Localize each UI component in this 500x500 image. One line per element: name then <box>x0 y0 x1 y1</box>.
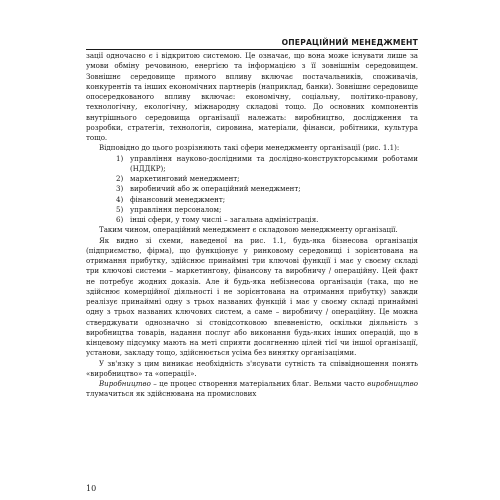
list-item-text: виробничий або ж операційний менеджмент; <box>130 184 301 194</box>
list-item-text: інші сфери, у тому числі – загальна адміністрація. <box>130 215 319 224</box>
definition-text: – це процес створення матеріальних благ. Вельми часто <box>150 379 368 388</box>
list-item-number: 3) <box>116 184 124 194</box>
page-number: 10 <box>86 484 97 493</box>
list-item-text: маркетинговий менеджмент; <box>130 174 240 183</box>
list-item-text: фінансовий менеджмент; <box>130 194 226 204</box>
list-item-text: управління персоналом; <box>130 204 222 214</box>
paragraph-scheme-analysis: Як видно зі схеми, наведеної на рис. 1.1, будь-яка бізнесова організація (підприємство, фірма), що функціонує у ринковому середовищі і зорієнтована на отримання прибутку, здійснює принаймні три ключові функції і має у своєму складі три ключові системи – маркетингову, фінансову та виробничу / операційну. Цей факт не потребує жодних доказів. Але й будь-яка небізнесова організація (така, що не здійснює комерційної діяльності і не зорієнтована на отримання прибутку) завжди реалізує принаймні одну з трьох названих функцій і має у своєму складі принаймні одну з трьох названих ключових систем, а саме – виробничу / операційну. Це можна стверджувати однозначно зі стовідсотковою впевненістю, оскільки діяльність з виробництва товарів, надання послуг або виконання будь-яких інших операцій, що в кінцевому підсумку мають на меті сприяти досягненню цілей тієї чи іншої організації, установи, закладу тощо, здійснюється усіма без винятку організаціями. <box>86 235 418 358</box>
paragraph-production-definition <box>86 379 418 400</box>
list-item-number: 2) <box>116 174 124 183</box>
list-item <box>86 205 418 215</box>
list-item <box>86 154 418 175</box>
list-item-number: 5) <box>116 204 124 214</box>
body-text <box>86 51 418 400</box>
paragraph-conclusion: Таким чином, операційний менеджмент є складовою менеджменту організації. <box>99 225 398 235</box>
management-spheres-list <box>86 154 418 226</box>
list-item <box>86 195 418 205</box>
term-production: Виробництво <box>99 379 151 388</box>
list-item <box>86 215 418 225</box>
list-item-number: 4) <box>116 194 124 204</box>
running-title: ОПЕРАЦІЙНИЙ МЕНЕДЖМЕНТ <box>281 38 418 47</box>
list-item-text: управління науково-дослідними та дослідно-конструкторськими роботами (НДДКР); <box>130 153 418 173</box>
list-item-number: 6) <box>116 215 124 224</box>
list-item-number: 1) <box>116 153 124 163</box>
paragraph-management-spheres: Відповідно до цього розрізняють такі сфери менеджменту організації (рис. 1.1): <box>99 143 400 153</box>
running-header <box>86 38 418 50</box>
list-item <box>86 174 418 184</box>
list-item <box>86 184 418 194</box>
term-production-repeat: виробництво <box>367 379 418 388</box>
paragraph-concepts: У зв'язку з цим виникає необхідність з'ясувати сутність та співвідношення понять «виробництво» та «операції». <box>86 358 418 378</box>
paragraph-environment: зації одночасно є і відкритою системою. Це означає, що вона може існувати лише за умови обміну речовиною, енергією та інформацією з її зовнішнім середовищем. Зовнішнє середовище прямого впливу включає постачальників, споживачів, конкурентів та інших економічних партнерів (наприклад, банки). Зовнішнє середовище опосередкованого впливу включає: економічну, соціальну, політико-правову, технологічну, екологічну, міжнародну складові тощо. До основних компонентів внутрішнього середовища організації належать: виробництво, дослідження та розробки, стратегія, технологія, сировина, матеріали, фінанси, робітники, культура тощо. <box>86 51 418 142</box>
definition-text-continued: тлумачиться як здійснювана на промислових <box>86 389 257 399</box>
